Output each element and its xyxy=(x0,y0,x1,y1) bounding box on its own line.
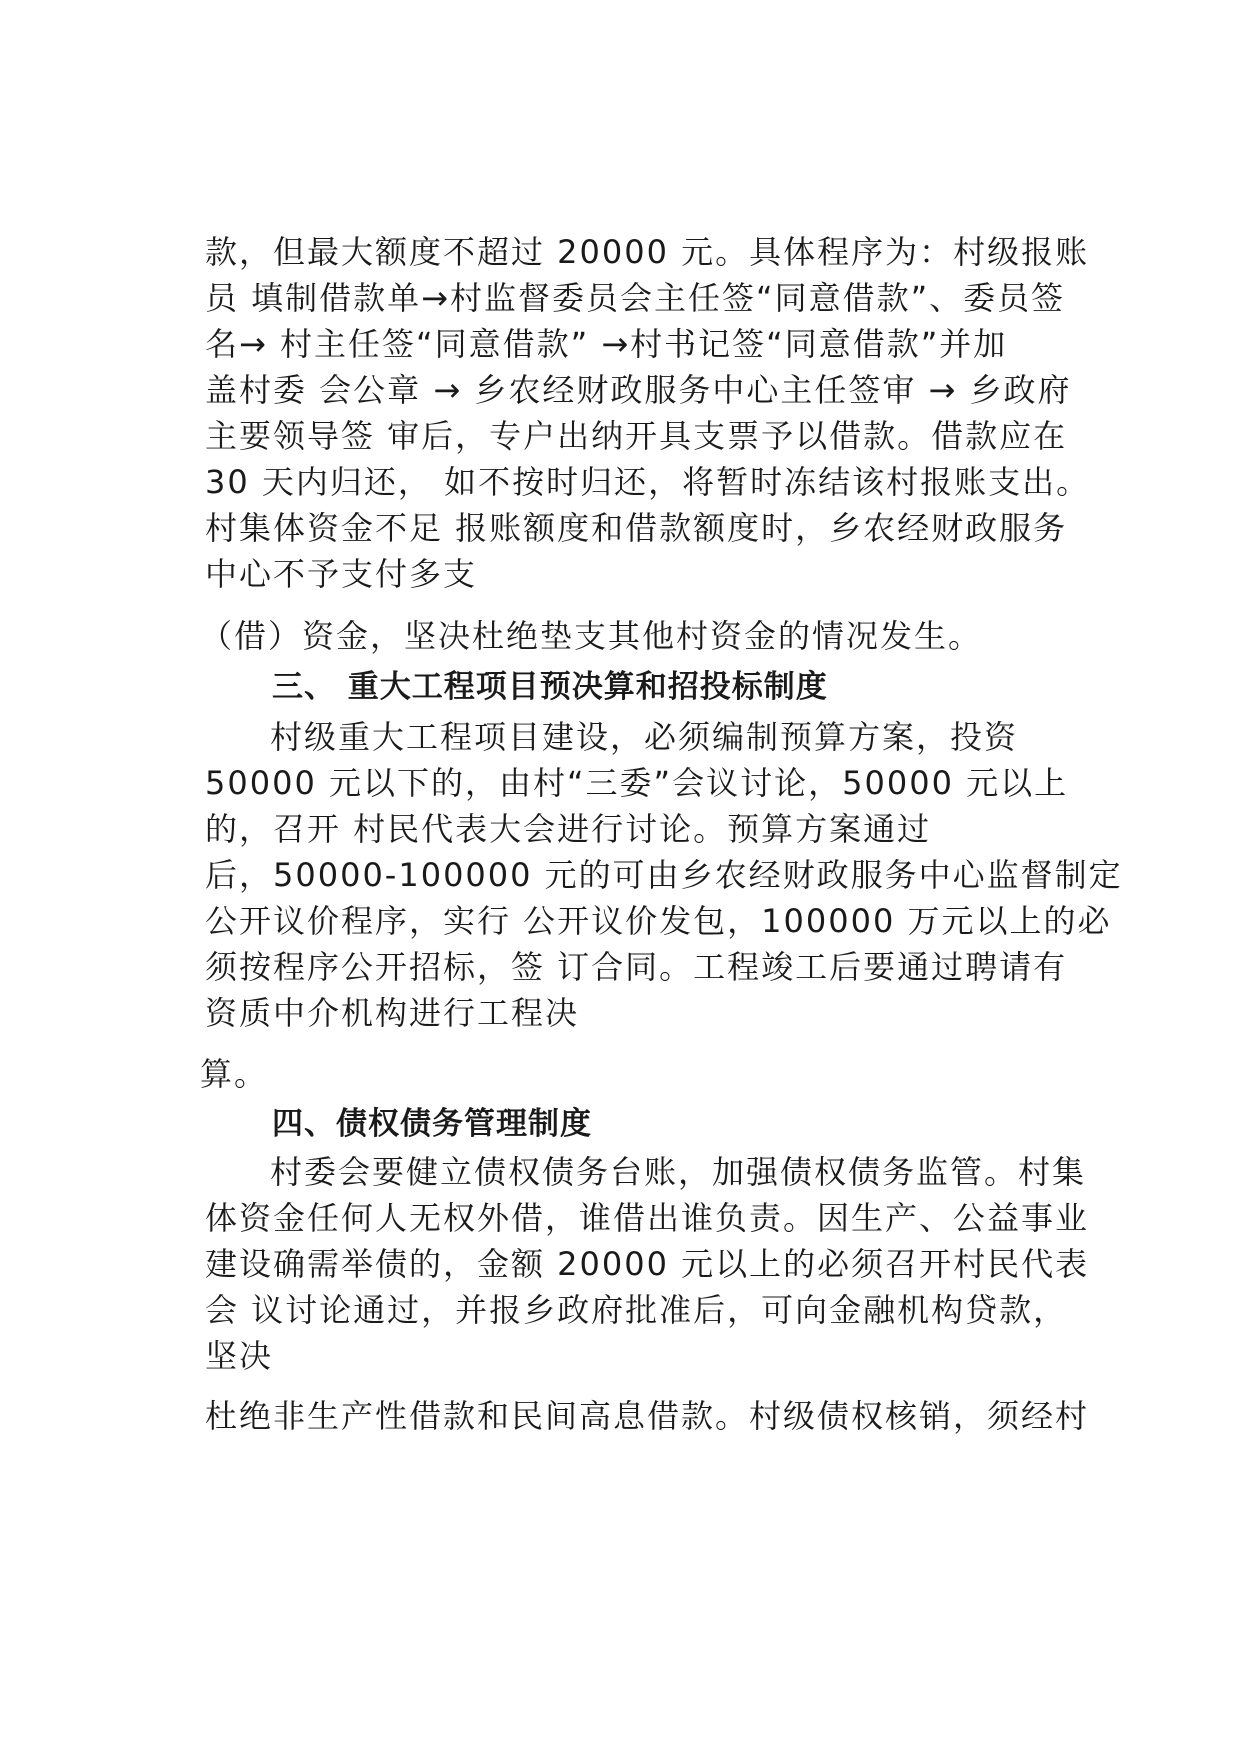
text-line: 中心不予支付多支 xyxy=(205,555,478,593)
text-line: 体资金任何人无权外借，谁借出谁负责。因生产、公益事业 xyxy=(205,1199,1090,1237)
text-line: 会 议讨论通过，并报乡政府批准后，可向金融机构贷款， xyxy=(205,1291,1068,1329)
text-line: （借）资金，坚决杜绝垫支其他村资金的情况发生。 xyxy=(200,617,983,655)
text-line: 公开议价程序，实行 公开议价发包，100000 万元以上的必 xyxy=(205,902,1112,940)
text-line: 村级重大工程项目建设，必须编制预算方案，投资 xyxy=(270,718,1019,756)
text-line: 坚决 xyxy=(205,1337,274,1375)
text-line: 名→ 村主任签“同意借款” →村书记签“同意借款”并加 xyxy=(205,325,1008,363)
text-line: 资质中介机构进行工程决 xyxy=(205,994,580,1032)
text-line: 须按程序公开招标，签 订合同。工程竣工后要通过聘请有 xyxy=(205,948,1068,986)
text-line: 50000 元以下的，由村“三委”会议讨论，50000 元以上 xyxy=(205,764,1069,802)
text-line: 款，但最大额度不超过 20000 元。具体程序为：村级报账 xyxy=(205,233,1090,271)
text-line: 建设确需举债的，金额 20000 元以上的必须召开村民代表 xyxy=(205,1245,1090,1283)
section-heading: 四、债权债务管理制度 xyxy=(272,1106,592,1142)
text-line: 杜绝非生产性借款和民间高息借款。村级债权核销，须经村 xyxy=(205,1397,1090,1435)
section-heading: 三、 重大工程项目预决算和招投标制度 xyxy=(272,669,828,705)
text-line: 村委会要健立债权债务台账，加强债权债务监管。村集 xyxy=(270,1153,1087,1191)
text-line: 主要领导签 审后，专户出纳开具支票予以借款。借款应在 xyxy=(205,417,1068,455)
text-line: 30 天内归还， 如不按时归还，将暂时冻结该村报账支出。 xyxy=(205,463,1091,501)
text-line: 盖村委 会公章 → 乡农经财政服务中心主任签审 → 乡政府 xyxy=(205,371,1072,409)
text-line: 后，50000-100000 元的可由乡农经财政服务中心监督制定 xyxy=(205,856,1123,894)
text-line: 算。 xyxy=(200,1055,269,1093)
text-line: 村集体资金不足 报账额度和借款额度时，乡农经财政服务 xyxy=(205,509,1068,547)
text-line: 的，召开 村民代表大会进行讨论。预算方案通过 xyxy=(205,810,932,848)
text-line: 员 填制借款单→村监督委员会主任签“同意借款”、委员签 xyxy=(205,279,1066,317)
